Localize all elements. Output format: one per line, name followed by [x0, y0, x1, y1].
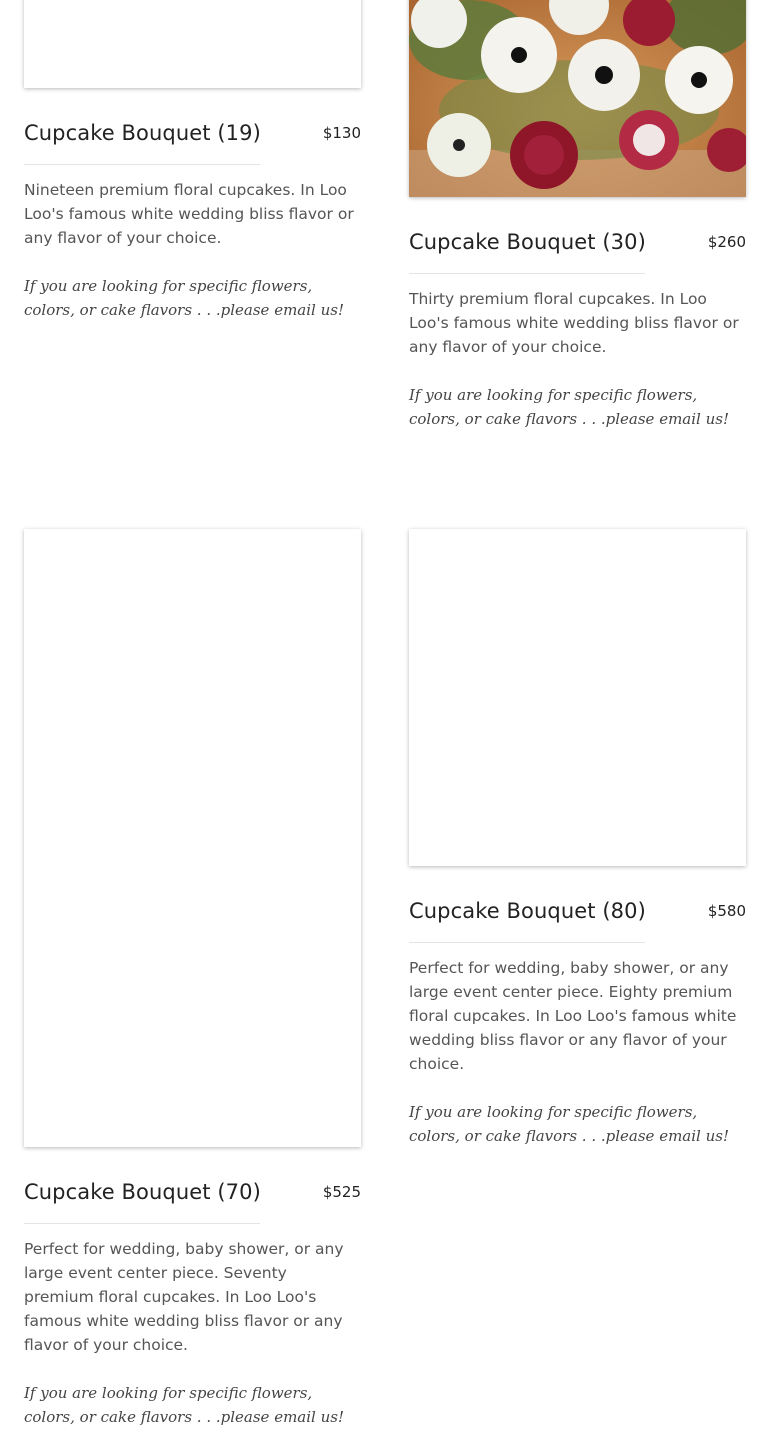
product-card-19 [24, 0, 361, 322]
product-description-30: Thirty premium floral cupcakes. In Loo Loo's famous white wedding bliss flavor or any flavor of your choice. [409, 290, 739, 356]
product-card-30 [409, 0, 746, 431]
title-divider [24, 1223, 260, 1224]
product-title-70[interactable]: Cupcake Bouquet (70) [24, 1180, 261, 1204]
product-image-30[interactable] [409, 0, 746, 197]
product-note-80: If you are looking for specific flowers, colors, or cake flavors . . .please email us! [409, 1103, 729, 1145]
product-image-80[interactable] [409, 529, 746, 866]
title-divider [409, 273, 645, 274]
product-description-19: Nineteen premium floral cupcakes. In Loo Loo's famous white wedding bliss flavor or any flavor of your choice. [24, 181, 354, 247]
product-price-80: $580 [707, 902, 746, 920]
product-description-80: Perfect for wedding, baby shower, or any large event center piece. Eighty premium floral cupcakes. In Loo Loo's famous white wedding bliss flavor or any flavor of your choice. [409, 959, 737, 1073]
product-title-30[interactable]: Cupcake Bouquet (30) [409, 230, 646, 254]
product-description-70: Perfect for wedding, baby shower, or any large event center piece. Seventy premium floral cupcakes. In Loo Loo's famous white wedding bliss flavor or any flavor of your choice. [24, 1240, 344, 1354]
product-image-19[interactable] [24, 0, 361, 88]
cupcake-bouquet-photo [409, 0, 746, 197]
product-price-30: $260 [707, 233, 746, 251]
title-divider [24, 164, 260, 165]
product-image-70[interactable] [24, 529, 361, 1147]
product-card-70 [24, 529, 361, 1429]
product-price-70: $525 [322, 1183, 361, 1201]
product-card-80 [409, 529, 746, 1148]
product-note-19: If you are looking for specific flowers, colors, or cake flavors . . .please email us! [24, 277, 344, 319]
product-title-19[interactable]: Cupcake Bouquet (19) [24, 121, 261, 145]
product-title-80[interactable]: Cupcake Bouquet (80) [409, 899, 646, 923]
title-divider [409, 942, 645, 943]
product-note-70: If you are looking for specific flowers, colors, or cake flavors . . .please email us! [24, 1384, 344, 1426]
product-note-30: If you are looking for specific flowers, colors, or cake flavors . . .please email us! [409, 386, 729, 428]
product-price-19: $130 [322, 124, 361, 142]
